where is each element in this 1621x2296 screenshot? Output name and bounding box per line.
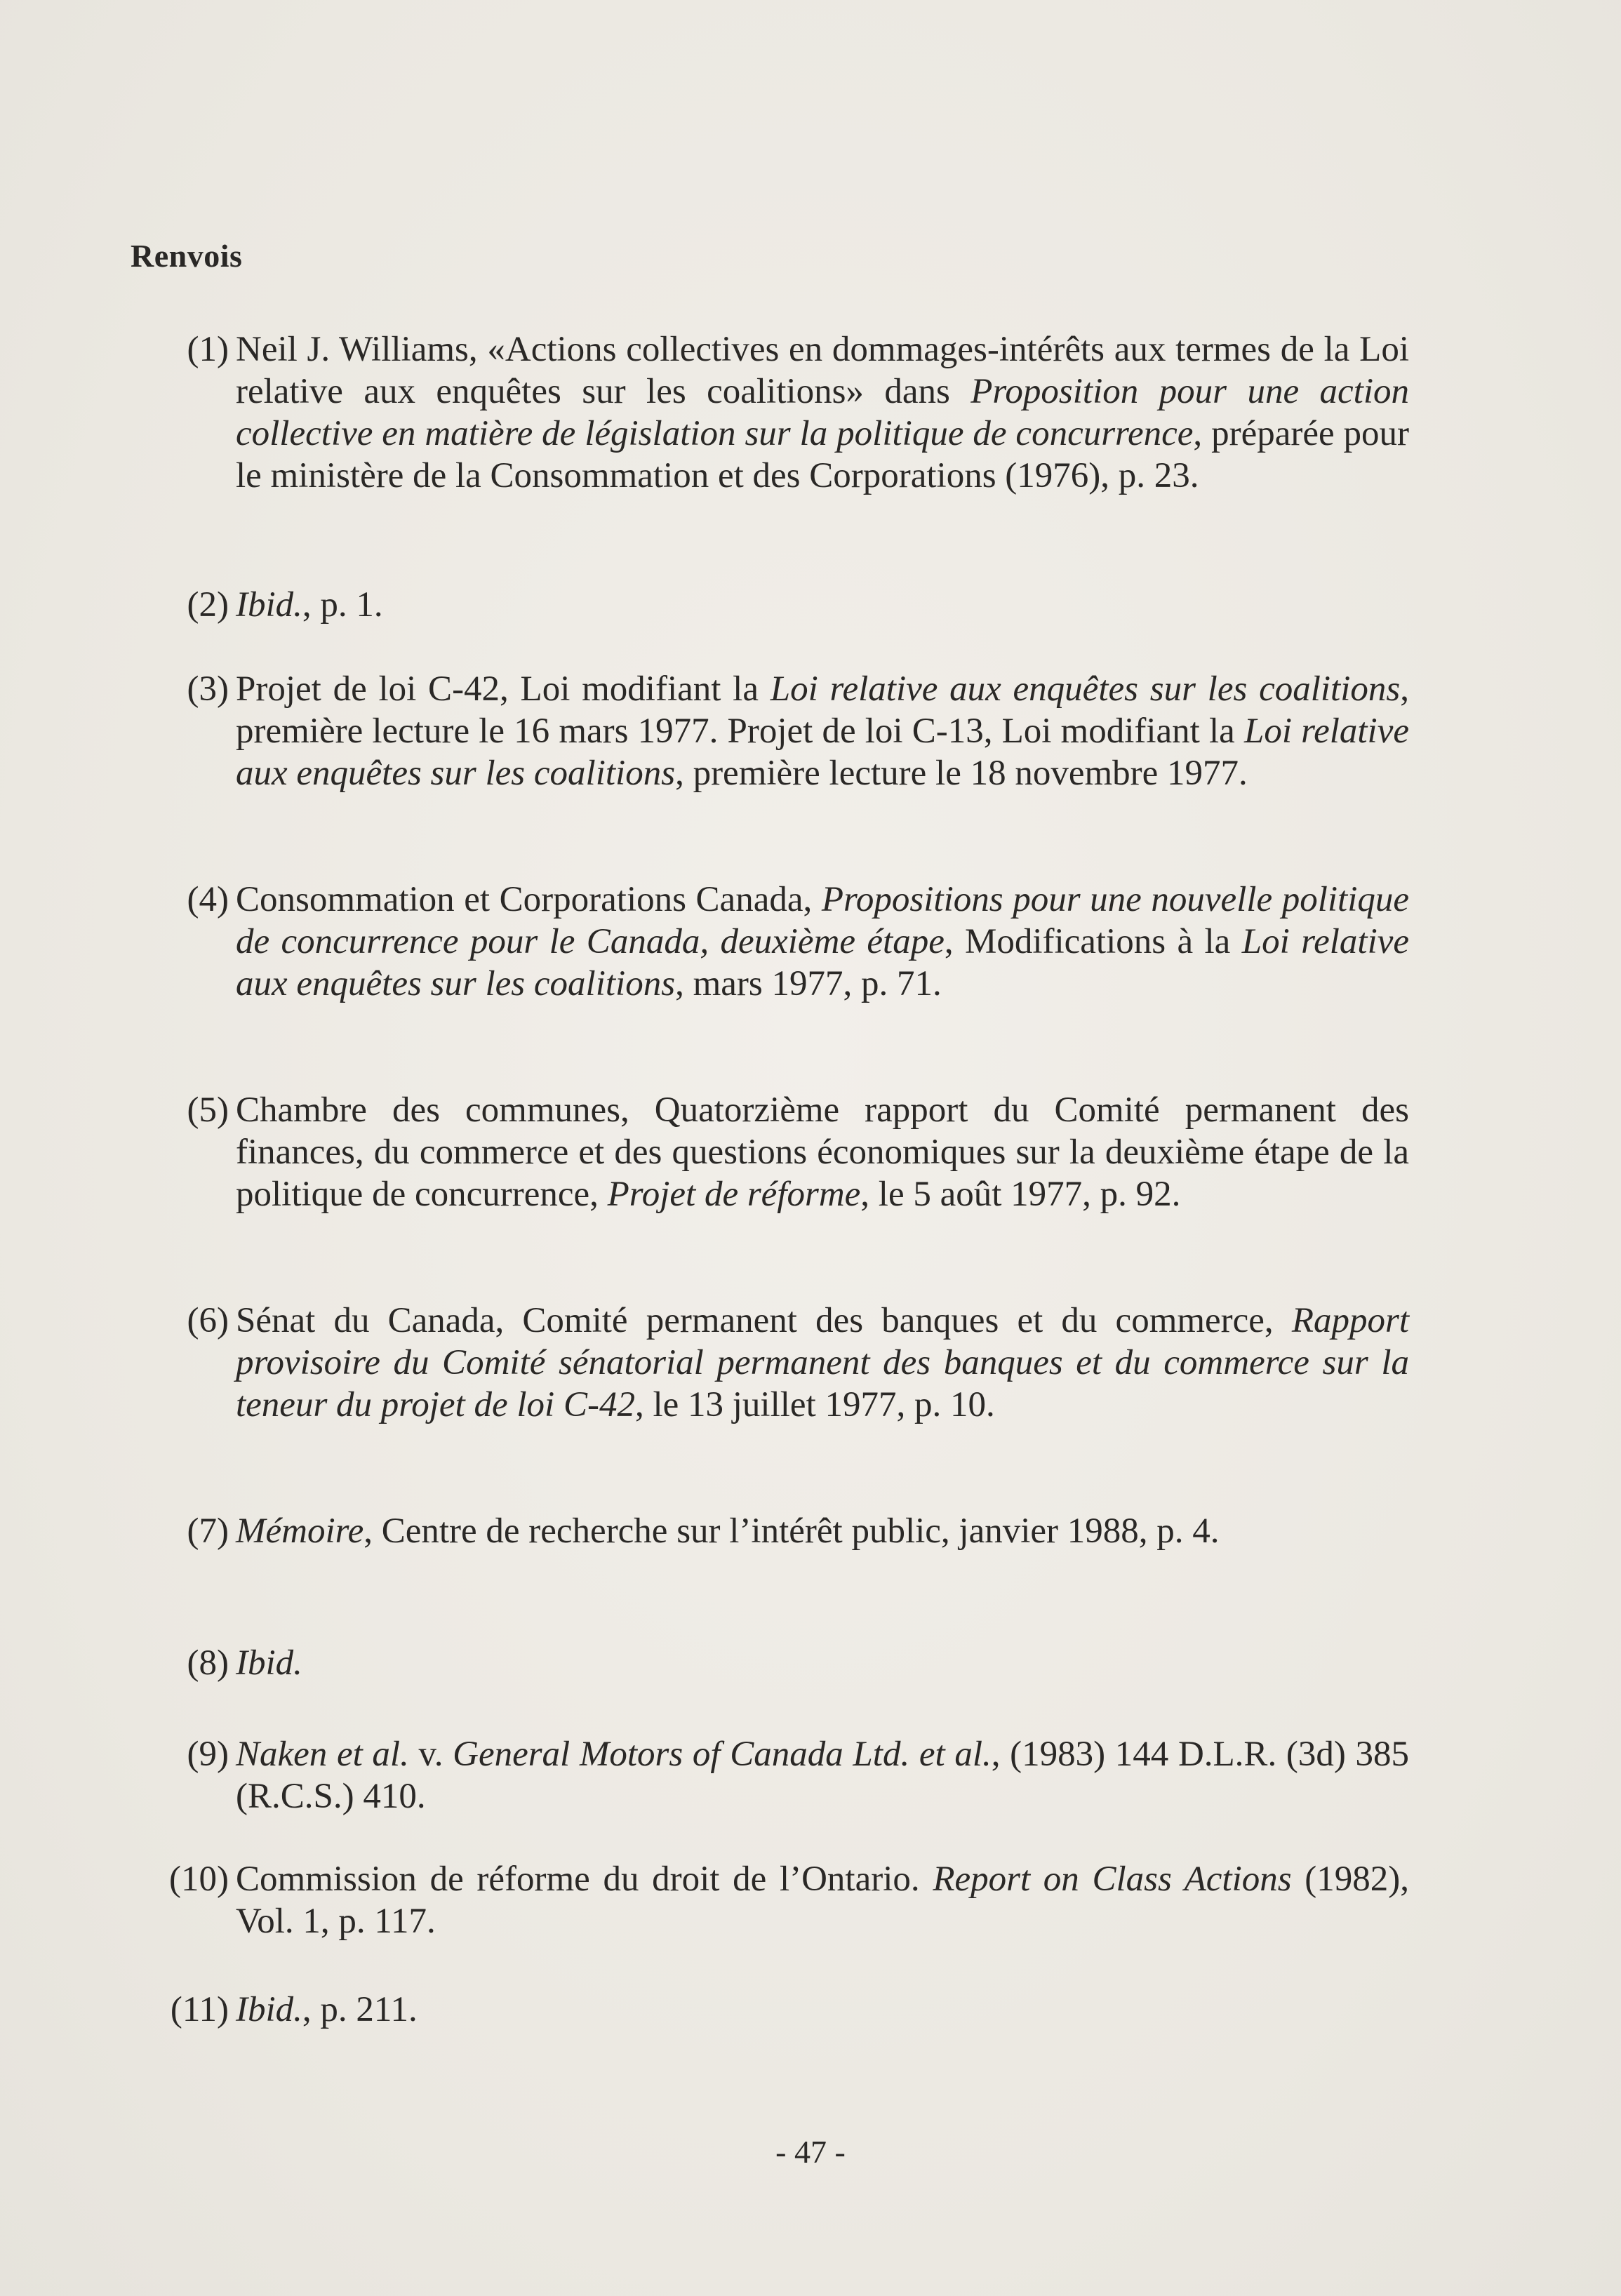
endnote-number: (2) (187, 585, 229, 625)
endnote-italic-segment: Ibid. (236, 1990, 302, 2029)
endnote-italic-segment: Naken et al. (236, 1735, 409, 1774)
page-number: - 47 - (775, 2134, 846, 2170)
endnote-number: (11) (170, 1990, 229, 2029)
endnote-italic-segment: Loi relative aux enquêtes sur les coalitions (236, 712, 1409, 793)
endnote-segment: , p. 1. (302, 585, 383, 625)
endnote-segment: , p. 211. (302, 1990, 418, 2029)
section-heading: Renvois (131, 238, 243, 274)
endnote-segment: , première lecture le 18 novembre 1977. (675, 754, 1248, 793)
endnote-number: (4) (187, 880, 229, 919)
endnote-segment: , mars 1977, p. 71. (675, 964, 942, 1003)
endnote-italic-segment: Rapport provisoire du Comité sénatorial permanent des banques et du commerce sur la teneur du projet de loi C-42 (236, 1301, 1409, 1424)
endnote-text (236, 1858, 1409, 1942)
endnote-text (236, 1089, 1409, 1215)
endnote-text (236, 584, 1409, 626)
endnote-segment: , première lecture le 16 mars 1977. Projet de loi C-13, Loi modifiant la (236, 669, 1409, 751)
endnote-number: (6) (187, 1301, 229, 1340)
endnote-text (236, 1989, 1409, 2031)
endnote-italic-segment: Report on Class Actions (933, 1860, 1292, 1899)
endnote-text (236, 668, 1409, 794)
endnote-segment: (1982), Vol. 1, p. 117. (236, 1860, 1409, 1941)
endnote-segment: Projet de loi C-42, Loi modifiant la (236, 669, 771, 709)
endnote-text (236, 1733, 1409, 1817)
endnote-text (236, 1300, 1409, 1426)
endnote-segment: , Modifications à la (944, 922, 1242, 961)
endnote-segment: Chambre des communes, Quatorzième rapport du Comité permanent des finances, du commerce et des questions économiques sur la deuxième étape de la politique de concurrence, (236, 1090, 1409, 1214)
endnote-number: (8) (187, 1643, 229, 1683)
endnote-text (236, 1642, 1409, 1684)
endnote-segment: , le 5 août 1977, p. 92. (860, 1175, 1181, 1214)
endnote-italic-segment: Proposition pour une action collective en matière de législation sur la politique de concurrence (236, 372, 1410, 453)
endnote-italic-segment: Ibid. (236, 585, 302, 625)
endnote-segment: , préparée pour le ministère de la Consommation et des Corporations (1976), p. 23. (236, 414, 1410, 495)
endnote-italic-segment: Propositions pour une nouvelle politique de concurrence pour le Canada, deuxième étape (236, 880, 1410, 961)
endnote-segment: , Centre de recherche sur l’intérêt public, janvier 1988, p. 4. (363, 1511, 1220, 1551)
endnote-segment: v. (408, 1735, 453, 1774)
endnote-italic-segment: General Motors of Canada Ltd. et al. (453, 1735, 992, 1774)
endnote-number: (7) (187, 1511, 229, 1551)
endnote-italic-segment: Loi relative aux enquêtes sur les coalitions (770, 669, 1401, 709)
endnote-number: (9) (187, 1735, 229, 1774)
endnote-text (236, 1510, 1409, 1552)
endnote-segment: Commission de réforme du droit de l’Ontario. (236, 1860, 933, 1899)
endnote-italic-segment: Mémoire (236, 1511, 364, 1551)
endnote-italic-segment: Loi relative aux enquêtes sur les coalitions (236, 922, 1410, 1003)
endnote-italic-segment: Projet de réforme (607, 1175, 861, 1214)
endnote-number: (3) (187, 669, 229, 709)
endnote-segment: , (1983) 144 D.L.R. (3d) 385 (R.C.S.) 410. (236, 1735, 1409, 1816)
endnote-number: (5) (187, 1090, 229, 1130)
endnote-number: (10) (169, 1860, 229, 1899)
endnote-segment: , le 13 juillet 1977, p. 10. (634, 1385, 995, 1424)
endnote-text (236, 879, 1409, 1005)
endnote-number: (1) (187, 330, 229, 369)
endnote-segment: Sénat du Canada, Comité permanent des banques et du commerce, (236, 1301, 1292, 1340)
endnote-italic-segment: Ibid. (236, 1643, 302, 1683)
endnote-text (236, 328, 1409, 497)
endnote-segment: Consommation et Corporations Canada, (236, 880, 822, 919)
endnote-segment: Neil J. Williams, «Actions collectives en dommages-intérêts aux termes de la Loi relative aux enquêtes sur les coalitions» dans (236, 330, 1409, 411)
